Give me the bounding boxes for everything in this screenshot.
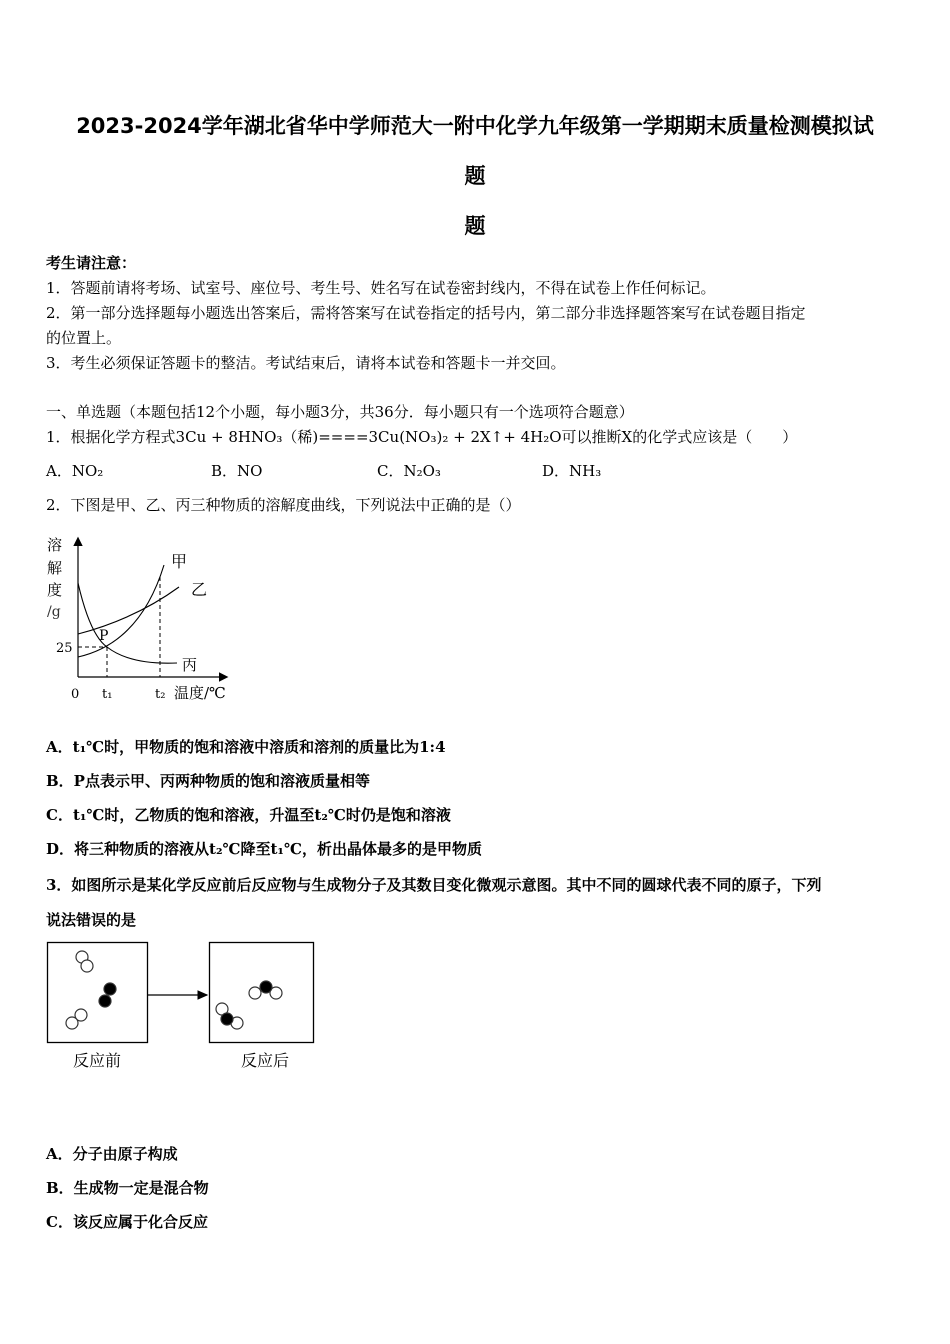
reaction-diagram: [0, 930, 340, 1080]
question-stem: 2．下图是甲、乙、丙三种物质的溶解度曲线，下列说法中正确的是（）: [46, 496, 521, 514]
option-a: A．NO₂: [46, 462, 104, 480]
black-atom: [104, 983, 116, 995]
title-line-1: 2023-2024学年湖北省华中学师范大一附中化学九年级第一学期期末质量检测模拟试: [76, 114, 874, 138]
option-b: B．生成物一定是混合物: [46, 1179, 209, 1197]
solubility-curve-figure: [40, 525, 240, 710]
point-p-label: P: [99, 628, 109, 644]
option-c: C．N₂O₃: [377, 462, 441, 480]
curve-bing: [78, 583, 177, 663]
y-axis-label: /g: [47, 604, 61, 620]
option-b: B．P点表示甲、丙两种物质的饱和溶液质量相等: [46, 772, 370, 790]
before-box: [48, 943, 148, 1043]
option-c: C．t₁℃时，乙物质的饱和溶液，升温至t₂℃时仍是饱和溶液: [46, 806, 451, 824]
white-atom: [66, 1017, 78, 1029]
before-label: 反应前: [73, 1051, 122, 1070]
curve-yi: [78, 587, 179, 634]
white-atom: [249, 987, 261, 999]
option-d: D．将三种物质的溶液从t₂℃降至t₁℃，析出晶体最多的是甲物质: [46, 840, 482, 858]
tick-25: 25: [56, 641, 73, 656]
tick-t2: t₂: [155, 687, 166, 702]
black-atom: [99, 995, 111, 1007]
white-atom: [81, 960, 93, 972]
notice-item: 3．考生必须保证答题卡的整洁。考试结束后，请将本试卷和答题卡一并交回。: [46, 354, 566, 372]
series-label-yi: 乙: [191, 580, 208, 599]
y-axis-label: 溶: [47, 536, 63, 554]
notice-item: 1．答题前请将考场、试室号、座位号、考生号、姓名写在试卷密封线内，不得在试卷上作任何标记。: [46, 279, 716, 297]
option-d: D．NH₃: [542, 462, 602, 480]
question-stem: 1．根据化学方程式3Cu + 8HNO₃（稀)====3Cu(NO₃)₂ + 2X↑+ 4H₂O可以推断X的化学式应该是（ ）: [46, 428, 798, 446]
after-label: 反应后: [241, 1051, 290, 1070]
y-axis-label: 度: [47, 581, 63, 599]
series-label-jia: 甲: [171, 552, 188, 571]
y-axis-label: 解: [47, 559, 63, 577]
section-heading: 一、单选题（本题包括12个小题，每小题3分，共36分．每小题只有一个选项符合题意）: [46, 403, 634, 421]
black-atom: [260, 981, 272, 993]
series-label-bing: 丙: [182, 656, 198, 674]
title-line-3: 题: [464, 214, 486, 238]
tick-origin: 0: [71, 687, 80, 702]
question-stem: 说法错误的是: [46, 911, 137, 929]
question-stem: 3．如图所示是某化学反应前后反应物与生成物分子及其数目变化微观示意图。其中不同的圆球代表不同的原子，下列: [46, 876, 822, 894]
black-atom: [221, 1013, 233, 1025]
option-a: A．t₁℃时，甲物质的饱和溶液中溶质和溶剂的质量比为1:4: [46, 738, 446, 756]
option-c: C．该反应属于化合反应: [46, 1213, 208, 1231]
option-b: B．NO: [211, 462, 263, 480]
title-line-2: 题: [464, 164, 486, 188]
x-axis-label: 温度/℃: [174, 684, 226, 702]
option-a: A．分子由原子构成: [46, 1145, 178, 1163]
notice-heading: 考生请注意：: [46, 254, 137, 272]
notice-item: 的位置上。: [46, 329, 122, 347]
tick-t1: t₁: [102, 687, 113, 702]
curve-jia: [78, 565, 164, 657]
notice-item: 2．第一部分选择题每小题选出答案后，需将答案写在试卷指定的括号内，第二部分非选择题答案写在试卷题目指定: [46, 304, 806, 322]
